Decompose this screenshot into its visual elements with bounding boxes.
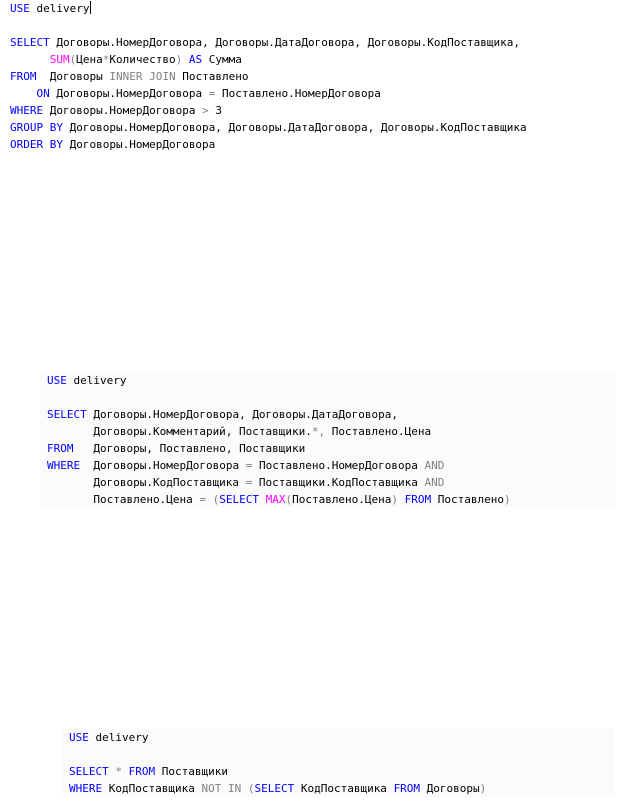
sql-text: Договоры.НомерДоговора xyxy=(62,138,216,151)
sql-text: Поставлено.НомерДоговора xyxy=(215,87,381,100)
sql-text: Поставлено.НомерДоговора xyxy=(252,459,425,472)
sql-keyword: ON xyxy=(36,87,50,100)
code-line xyxy=(47,491,615,508)
sql-keyword: WHERE xyxy=(47,459,81,472)
sql-text xyxy=(10,53,50,66)
sql-text: Поставлено xyxy=(175,70,249,83)
sql-text: Поставлено.Цена xyxy=(325,425,432,438)
sql-operator: > xyxy=(202,104,209,117)
sql-keyword: WHERE xyxy=(10,104,44,117)
sql-editor-query-3[interactable] xyxy=(62,729,614,797)
sql-editor-query-1[interactable] xyxy=(10,0,640,153)
sql-keyword: SELECT xyxy=(10,36,50,49)
sql-text xyxy=(398,493,405,506)
sql-keyword: FROM xyxy=(393,782,421,795)
code-line xyxy=(47,389,615,406)
sql-text: delivery xyxy=(66,374,127,387)
sql-operator: = xyxy=(245,459,253,472)
code-line xyxy=(47,440,615,457)
code-line xyxy=(47,423,615,440)
sql-text xyxy=(182,53,189,66)
sql-operator: ) xyxy=(479,782,487,795)
code-line xyxy=(69,746,614,763)
sql-operator: ( xyxy=(247,782,255,795)
code-line xyxy=(10,68,640,85)
sql-text: 3 xyxy=(208,104,222,117)
sql-keyword: SELECT xyxy=(254,782,295,795)
code-line xyxy=(69,729,614,746)
code-line xyxy=(10,34,640,51)
sql-text: КодПоставщика xyxy=(294,782,394,795)
sql-operator: AND xyxy=(424,476,445,489)
sql-operator: = xyxy=(245,476,253,489)
sql-keyword: FROM xyxy=(128,765,156,778)
sql-text: Договоры.Комментарий, Поставщики. xyxy=(47,425,312,438)
sql-keyword: USE xyxy=(10,2,30,15)
sql-text: Договоры.НомерДоговора, Договоры.ДатаДоговора, xyxy=(86,408,399,421)
sql-text: Поставлено.Цена xyxy=(47,493,200,506)
sql-text xyxy=(10,87,37,100)
sql-keyword: SELECT xyxy=(47,408,87,421)
sql-operator: AND xyxy=(424,459,445,472)
sql-keyword: AS xyxy=(188,53,203,66)
sql-operator: INNER JOIN xyxy=(109,70,176,83)
sql-keyword: SELECT xyxy=(219,493,259,506)
sql-text: Поставлено.Цена xyxy=(292,493,392,506)
sql-text: Поставлено xyxy=(431,493,505,506)
code-line xyxy=(10,119,640,136)
code-line xyxy=(10,85,640,102)
sql-text xyxy=(206,493,213,506)
sql-text: Договоры.НомерДоговора xyxy=(80,459,246,472)
sql-operator: ) xyxy=(175,53,183,66)
sql-operator: ( xyxy=(212,493,220,506)
sql-text: Договоры.НомерДоговора xyxy=(49,87,209,100)
sql-text: Поставщики xyxy=(155,765,228,778)
sql-operator: ( xyxy=(285,493,293,506)
sql-operator: * xyxy=(115,765,122,778)
sql-text: Договоры.НомерДоговора, Договоры.ДатаДоговора, Договоры.КодПоставщика, xyxy=(49,36,520,49)
code-line xyxy=(10,136,640,153)
sql-text: delivery xyxy=(88,731,149,744)
text-cursor xyxy=(90,1,91,14)
sql-function: SUM xyxy=(49,53,70,66)
sql-keyword: GROUP BY xyxy=(10,121,63,134)
sql-text: Поставщики.КодПоставщика xyxy=(252,476,425,489)
sql-function: MAX xyxy=(265,493,286,506)
code-line xyxy=(69,763,614,780)
sql-text: Договоры.НомерДоговора, Договоры.ДатаДоговора, Договоры.КодПоставщика xyxy=(62,121,527,134)
sql-text: Договоры.КодПоставщика xyxy=(47,476,246,489)
sql-text xyxy=(241,782,248,795)
sql-text: Сумма xyxy=(202,53,242,66)
sql-text: Количество xyxy=(109,53,176,66)
sql-operator: ) xyxy=(391,493,399,506)
sql-operator: ) xyxy=(504,493,511,506)
sql-keyword: FROM xyxy=(10,70,37,83)
sql-text: Цена xyxy=(76,53,103,66)
sql-text: Договоры, Поставлено, Поставщики xyxy=(73,442,306,455)
code-line xyxy=(10,51,640,68)
sql-operator: * xyxy=(102,53,110,66)
sql-text xyxy=(122,765,129,778)
code-line xyxy=(47,474,615,491)
sql-text: Договоры.НомерДоговора xyxy=(43,104,203,117)
sql-text xyxy=(259,493,266,506)
code-line xyxy=(47,457,615,474)
code-line xyxy=(47,406,615,423)
code-line xyxy=(10,102,640,119)
sql-editor-query-2[interactable] xyxy=(40,372,615,508)
sql-keyword: USE xyxy=(69,731,89,744)
sql-keyword: ORDER BY xyxy=(10,138,63,151)
sql-keyword: FROM xyxy=(404,493,432,506)
sql-operator: = xyxy=(208,87,216,100)
code-line xyxy=(10,17,640,34)
sql-operator: ( xyxy=(69,53,77,66)
sql-text: КодПоставщика xyxy=(102,782,202,795)
sql-keyword: FROM xyxy=(47,442,74,455)
sql-operator: = xyxy=(199,493,206,506)
sql-keyword: USE xyxy=(47,374,67,387)
sql-operator: *, xyxy=(311,425,326,438)
sql-operator: NOT IN xyxy=(201,782,242,795)
sql-text: Договоры xyxy=(420,782,480,795)
sql-text: delivery xyxy=(29,2,90,15)
code-line xyxy=(47,372,615,389)
sql-keyword: SELECT xyxy=(69,765,109,778)
sql-keyword: WHERE xyxy=(69,782,103,795)
code-line xyxy=(69,780,614,797)
code-line xyxy=(10,0,640,17)
sql-text: Договоры xyxy=(36,70,110,83)
